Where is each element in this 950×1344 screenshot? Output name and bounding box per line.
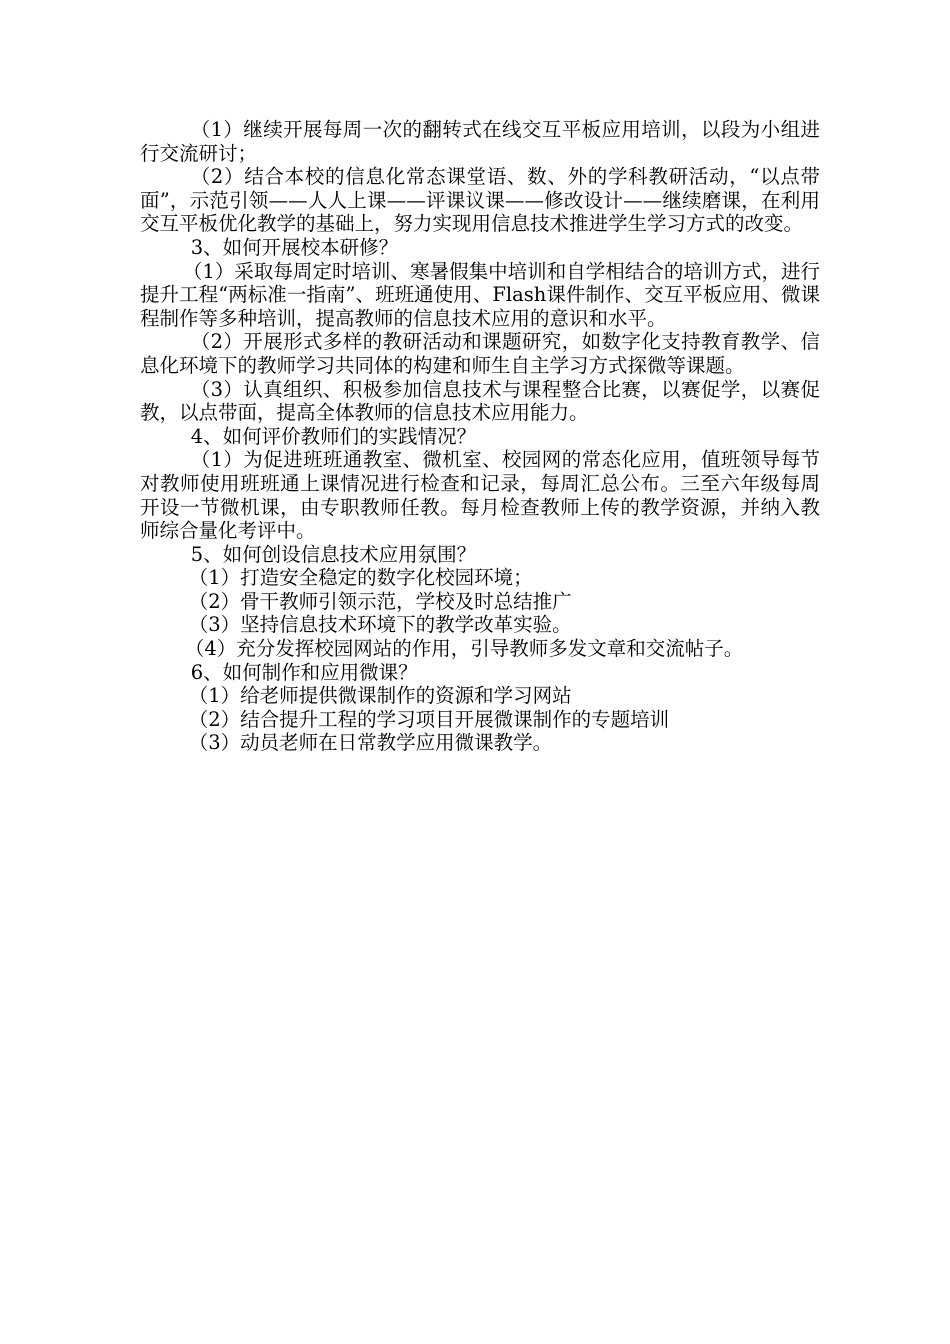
list-item-teaching-reform: （3）坚持信息技术环境下的教学改革实验。	[188, 613, 572, 637]
list-item-micro-resources: （1）给老师提供微课制作的资源和学习网站	[188, 684, 572, 708]
heading-school-based-training: 3、如何开展校本研修？	[190, 235, 399, 259]
paragraph-online-training: （1）继续开展每周一次的翻转式在线交互平板应用培训，以段为小组进行交流研讨；	[140, 118, 820, 165]
paragraph-research-activities: （2）开展形式多样的教研活动和课题研究，如数字化支持教育教学、信息化环境下的教师学习共同体的构建和师生自主学习方式探微等课题。	[140, 330, 820, 377]
list-item-backbone-teachers: （2）骨干教师引领示范，学校及时总结推广	[188, 589, 572, 613]
list-item-micro-training: （2）结合提升工程的学习项目开展微课制作的专题培训	[188, 707, 670, 731]
heading-micro-lessons: 6、如何制作和应用微课？	[190, 660, 418, 684]
paragraph-evaluation: （1）为促进班班通教室、微机室、校园网的常态化应用，值班领导每节对教师使用班班通上课情况进行检查和记录，每周汇总公布。三至六年级每周开设一节微机课，由专职教师任教。每月检查教师上传的教学资源，并纳入教师综合量化考评中。	[140, 448, 820, 543]
paragraph-competitions: （3）认真组织、积极参加信息技术与课程整合比赛，以赛促学，以赛促教，以点带面，提高全体教师的信息技术应用能力。	[140, 377, 820, 425]
paragraph-subject-research: （2）结合本校的信息化常态课堂语、数、外的学科教研活动，“以点带面”，示范引领——人人上课——评课议课——修改设计——继续磨课，在利用交互平板优化教学的基础上，努力实现用信息技术推进学生学习方式的改变。	[140, 165, 820, 236]
list-item-micro-teaching: （3）动员老师在日常教学应用微课教学。	[188, 731, 553, 755]
document-body	[140, 118, 820, 755]
heading-create-atmosphere: 5、如何创设信息技术应用氛围？	[190, 542, 477, 566]
list-item-campus-environment: （1）打造安全稳定的数字化校园环境；	[188, 566, 533, 590]
paragraph-training-methods: （1）采取每周定时培训、寒暑假集中培训和自学相结合的培训方式，进行提升工程“两标准一指南”、班班通使用、Flash课件制作、交互平板应用、微课程制作等多种培训，提高教师的信息技术应用的意识和水平。	[140, 259, 820, 330]
heading-evaluate-practice: 4、如何评价教师们的实践情况？	[190, 424, 477, 448]
list-item-campus-website: （4）充分发挥校园网站的作用，引导教师多发文章和交流帖子。	[184, 637, 744, 661]
